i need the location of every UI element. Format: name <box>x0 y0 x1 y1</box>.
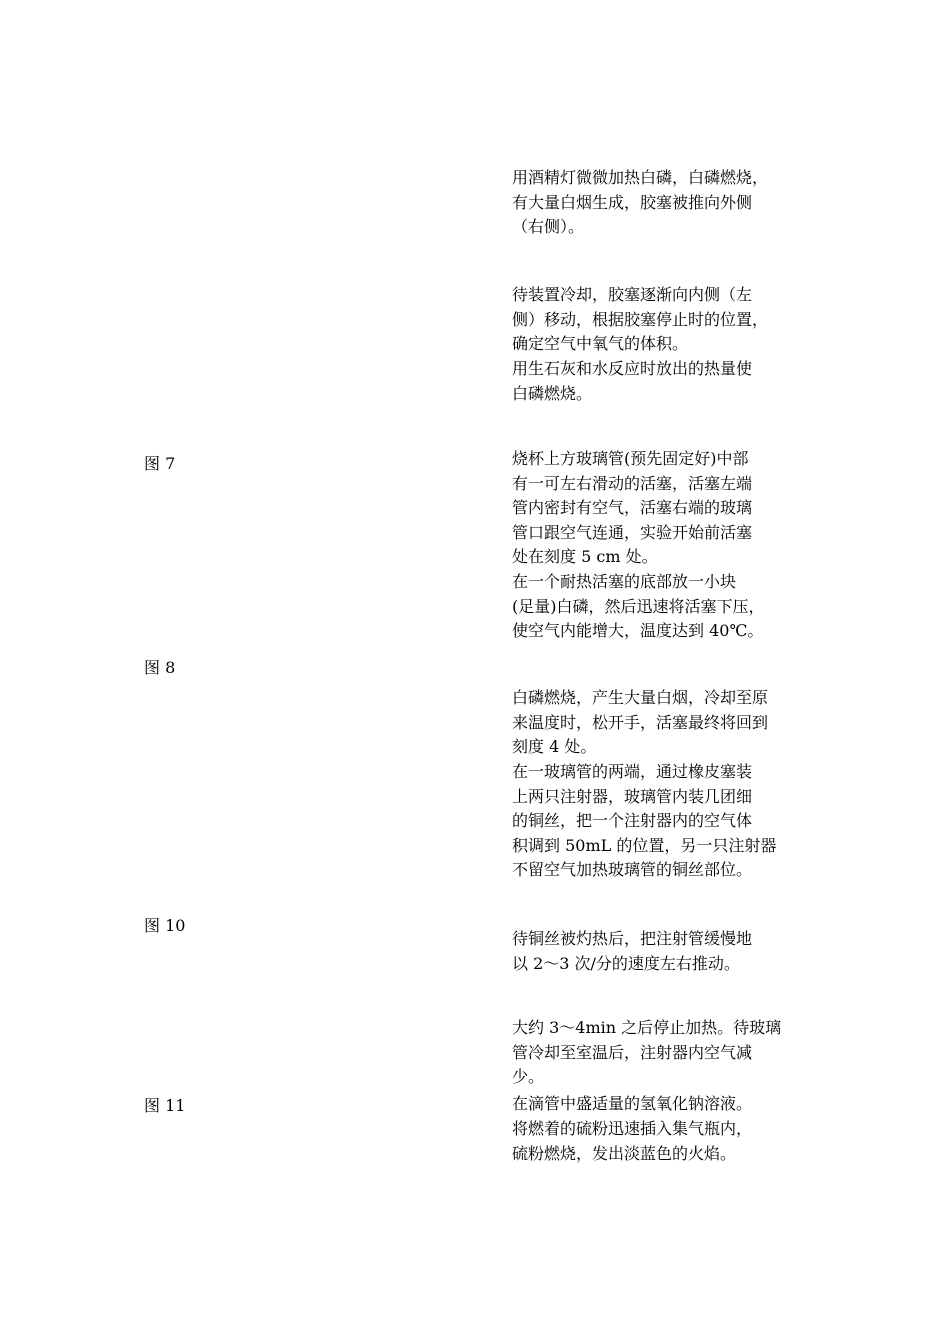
paragraph-sodium-hydroxide <box>512 1092 812 1117</box>
text-line: 的铜丝，把一个注射器内的空气体 <box>512 811 753 831</box>
figure-label-11: 图 11 <box>144 1096 186 1115</box>
text-line: 确定空气中氧气的体积。 <box>512 334 689 354</box>
text-line: 积调到 50mL 的位置，另一只注射器 <box>512 835 777 855</box>
text-line: 硫粉燃烧，发出淡蓝色的火焰。 <box>512 1143 737 1163</box>
text-line: 在一玻璃管的两端，通过橡皮塞装 <box>512 762 753 781</box>
text-line: 侧）移动，根据胶塞停止时的位置， <box>512 309 769 329</box>
paragraph-push-syringe <box>512 927 812 976</box>
paragraph-syringe-setup <box>512 760 812 883</box>
text-line: 上两只注射器，玻璃管内装几团细 <box>512 786 753 806</box>
text-line: 白磷燃烧，产生大量白烟，冷却至原 <box>512 688 769 707</box>
text-line: 将燃着的硫粉迅速插入集气瓶内， <box>512 1119 753 1138</box>
paragraph-sulfur-burning <box>512 1117 812 1166</box>
text-line: 待铜丝被灼热后，把注射管缓慢地 <box>512 929 753 948</box>
paragraph-stop-heating <box>512 1016 812 1090</box>
paragraph-cooling-stopper <box>512 283 812 357</box>
text-line: 大约 3～4min 之后停止加热。待玻璃 <box>512 1018 782 1037</box>
text-line: 以 2～3 次/分的速度左右推动。 <box>512 953 740 973</box>
text-line: 管口跟空气连通，实验开始前活塞 <box>512 522 753 542</box>
text-line: (足量)白磷，然后迅速将活塞下压， <box>512 596 765 616</box>
text-line: 使空气内能增大，温度达到 40℃。 <box>512 621 764 641</box>
text-line: （右侧）。 <box>512 217 585 237</box>
paragraph-heat-resistant-piston <box>512 570 812 644</box>
text-line: 不留空气加热玻璃管的铜丝部位。 <box>512 860 753 880</box>
figure-label-8: 图 8 <box>144 658 176 677</box>
text-line: 有一可左右滑动的活塞，活塞左端 <box>512 473 753 493</box>
text-line: 在滴管中盛适量的氢氧化钠溶液。 <box>512 1094 753 1113</box>
paragraph-glass-tube-piston <box>512 447 812 570</box>
text-line: 少。 <box>512 1067 545 1087</box>
text-line: 来温度时，松开手，活塞最终将回到 <box>512 712 769 732</box>
text-line: 有大量白烟生成，胶塞被推向外侧 <box>512 192 753 212</box>
text-line: 用酒精灯微微加热白磷，白磷燃烧， <box>512 168 769 187</box>
text-line: 管冷却至室温后，注射器内空气减 <box>512 1042 753 1062</box>
text-line: 待装置冷却，胶塞逐渐向内侧（左 <box>512 285 753 304</box>
paragraph-heat-white-phosphorus <box>512 166 812 240</box>
paragraph-white-smoke-return <box>512 686 812 760</box>
figure-label-7: 图 7 <box>144 454 176 473</box>
text-line: 处在刻度 5 cm 处。 <box>512 547 658 567</box>
text-line: 管内密封有空气，活塞右端的玻璃 <box>512 498 753 518</box>
text-line: 刻度 4 处。 <box>512 737 597 757</box>
paragraph-quicklime-heat <box>512 357 812 406</box>
text-line: 用生石灰和水反应时放出的热量使 <box>512 359 753 378</box>
text-line: 烧杯上方玻璃管(预先固定好)中部 <box>512 449 749 468</box>
figure-label-10: 图 10 <box>144 916 186 935</box>
text-line: 白磷燃烧。 <box>512 383 593 403</box>
text-line: 在一个耐热活塞的底部放一小块 <box>512 572 737 591</box>
